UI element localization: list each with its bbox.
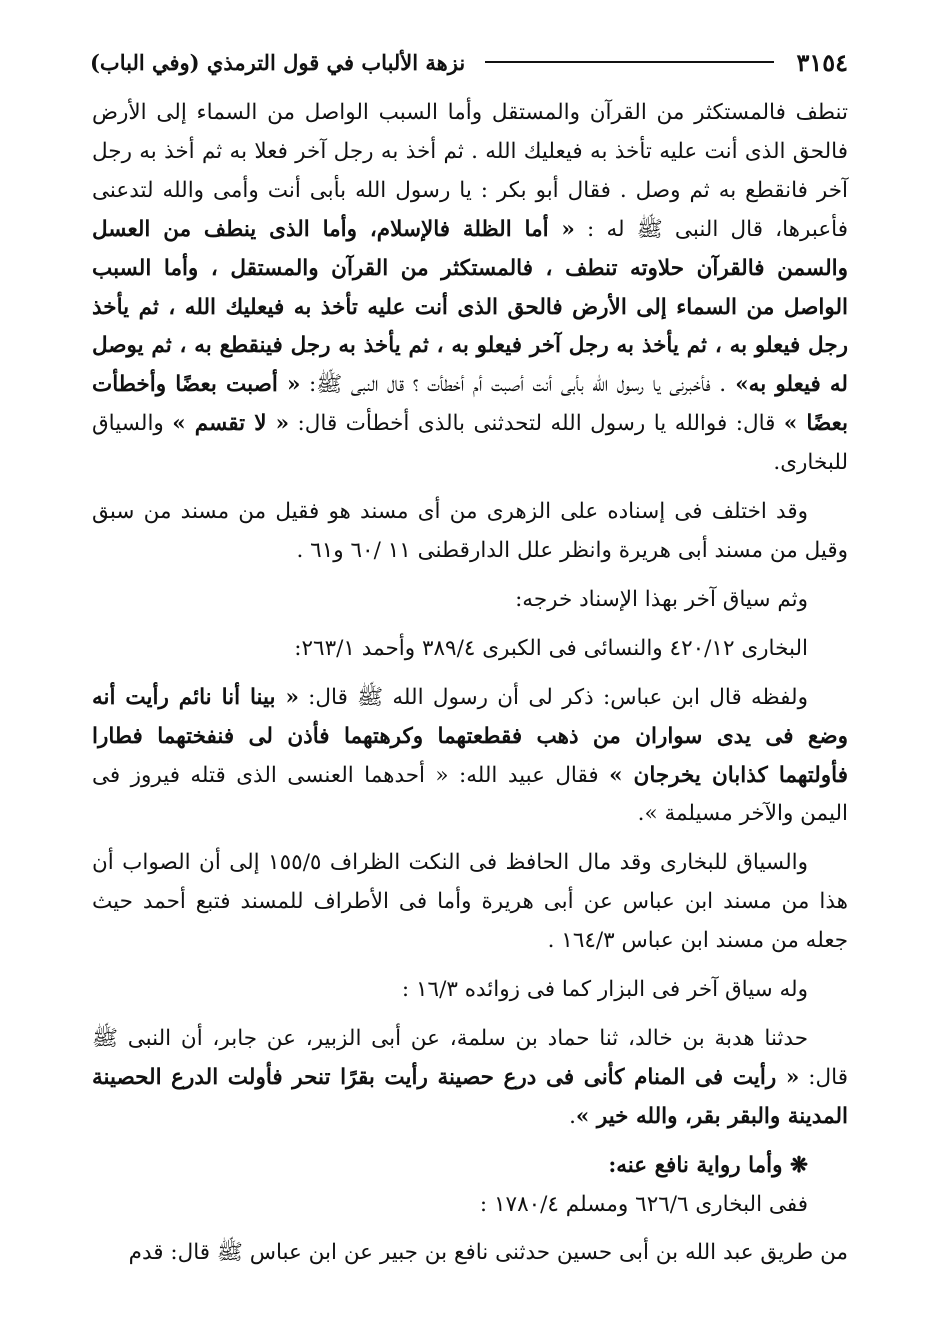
paragraph [92,1234,848,1273]
paragraph [92,1186,848,1225]
text-run: من طريق عبد الله بن أبى حسين حدثنى نافع بن جبير عن ابن عباس ﷺ قال: قدم [128,1240,848,1266]
text-run: البخارى ٤٢٠/١٢ والنسائى فى الكبرى ٣٨٩/٤ وأحمد ٢٦٣/١: [294,635,808,661]
hadith-quote: « رأيت فى المنام كأنى فى درع حصينة رأيت بقرًا تنحر فأولت الدرع الحصينة المدينة والبقر بقر، والله خير » [92,1064,848,1129]
text-run: وقد اختلف فى إسناده على الزهرى من أى مسند هو فقيل من مسند من سبق وقيل من مسند أبى هريرة وانظر علل الدارقطنى ١١ /٦٠ و٦١ . [92,499,848,563]
paragraph [92,581,848,620]
paragraph [92,493,848,571]
hadith-quote: « أصبت بعضًا وأخطأت بعضًا » [92,372,848,437]
header-rule [485,61,774,63]
section-heading [92,1147,848,1186]
text-run: تنطف فالمستكثر من القرآن والمستقل وأما السبب الواصل من السماء إلى الأرض فالحق الذى أنت عليه تأخذ به فيعليك الله . ثم أخذ به رجل آخر فعلا به ثم أخذ به رجل آخر فانقطع به ثم وصل . فقال أبو بكر : يا رسول الله بأبى أنت وأمى والله لتدعنى فأعبرها، قال النبى ﷺ له : [92,100,848,242]
paragraph [92,630,848,669]
paragraph [92,679,848,835]
paragraph [92,844,848,961]
paragraph [92,971,848,1010]
text-run: وثم سياق آخر بهذا الإسناد خرجه: [515,586,808,612]
running-title: نزهة الألباب في قول الترمذي (وفي الباب) [90,49,466,75]
body-text [92,94,848,1273]
text-run: حدثنا هدبة بن خالد، ثنا حماد بن سلمة، عن أبى الزبير، عن جابر، أن النبى ﷺ قال: [92,1025,848,1090]
text-run: والسياق للبخارى وقد مال الحافظ فى النكت الظراف ١٥٥/٥ إلى أن الصواب أن هذا من مسند ابن عباس عن أبى هريرة وأما فى الأطراف للمسند فتبع أحمد حيث جعله من مسند ابن عباس ١٦٤/٣ . [92,850,848,954]
page-header [90,40,848,84]
heading-text: ❋ وأما رواية نافع عنه: [608,1152,808,1178]
text-run: والسياق للبخارى. [92,411,848,476]
text-run: وله سياق آخر فى البزار كما فى زوائده ١٦/٣ : [401,977,808,1003]
text-run: . [569,1103,576,1129]
paragraph [92,94,848,483]
page-number: ٣١٥٤ [796,47,848,77]
hadith-quote: « بينا أنا نائم رأيت أنه وضع فى يدى سواران من ذهب فقطعتهما وكرهتهما فأذن لى فنفختهما فطارا فأولتهما كذابان يخرجان » [92,684,848,788]
text-run: فقال عبيد الله: « أحدهما العنسى الذى قتله فيروز فى اليمن والآخر مسيلمة ». [92,762,848,827]
text-run: ففى البخارى ٦٢٦/٦ ومسلم ١٧٨٠/٤ : [479,1191,808,1217]
text-run: قال: فوالله يا رسول الله لتحدثنى بالذى أخطأت قال: [289,411,784,437]
text-run: ولفظه قال ابن عباس: ذكر لى أن رسول الله ﷺ قال: [298,684,808,710]
hadith-quote: « لا تقسم » [172,411,290,437]
hadith-quote: « أما الظلة فالإسلام، وأما الذى ينطف من العسل والسمن فالقرآن حلاوته تنطف ، فالمستكثر من القرآن والمستقل ، وأما السبب الواصل من السماء إلى الأرض فالحق الذى أنت عليه تأخذ به فيعليك الله ، ثم يأخذ رجل فيعلو به ، ثم يأخذ به رجل آخر فيعلو به ، ثم يأخذ به رجل فينقطع به ، ثم يوصل له فيعلو به» [92,216,848,398]
text-run: . فأخبرنى يا رسول الله بأبى أنت أصبت أم أخطأت ؟ قال النبى ﷺ: [300,372,727,398]
paragraph [92,1020,848,1137]
